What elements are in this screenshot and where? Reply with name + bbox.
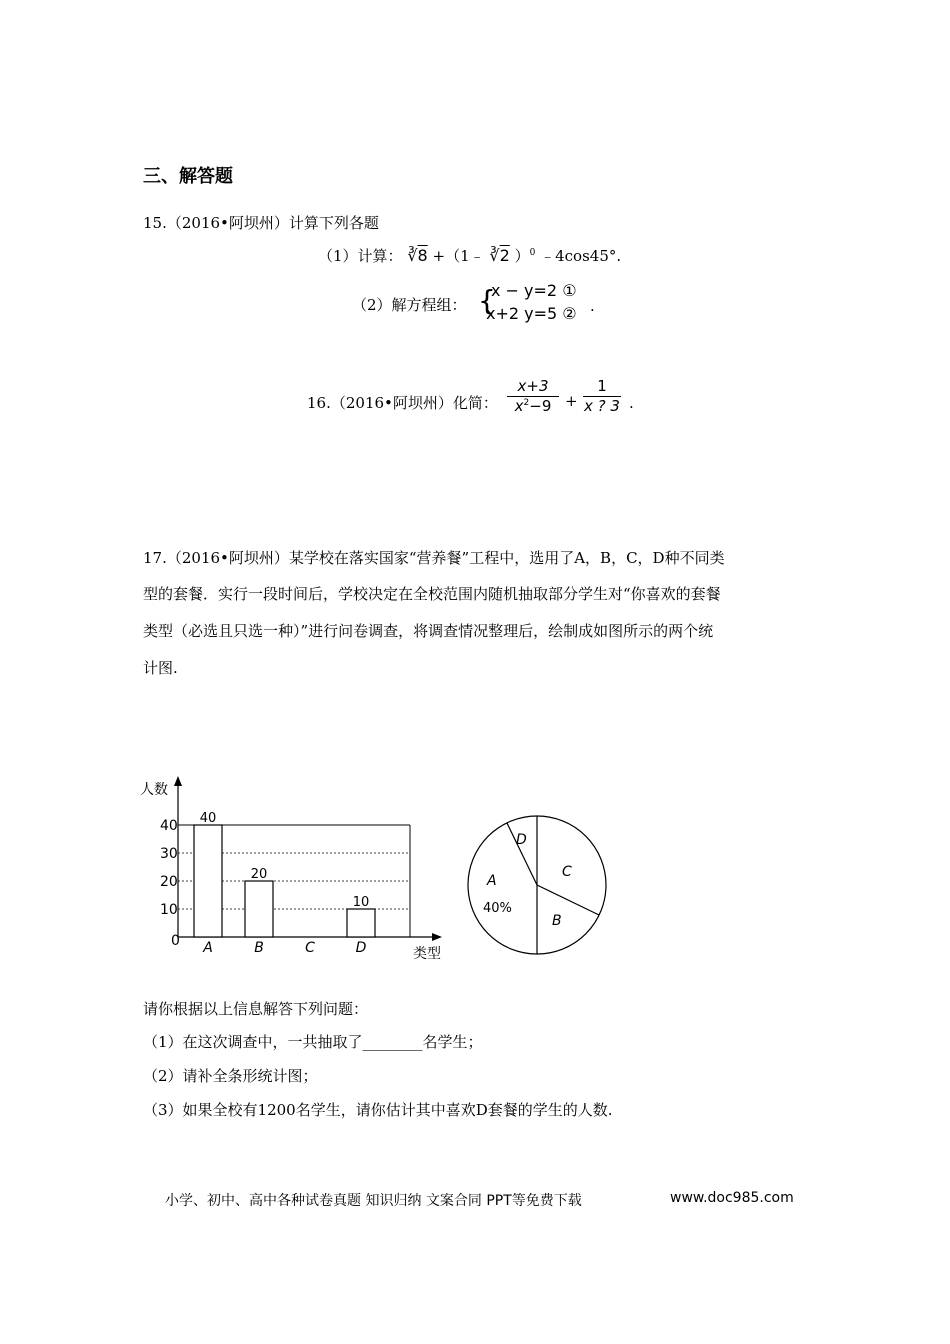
equation-1: x − y=2 ①	[491, 281, 577, 300]
q17-intro: 请你根据以上信息解答下列问题：	[143, 1000, 369, 1018]
pie-chart	[462, 812, 612, 960]
pie-label-c: C	[562, 864, 572, 880]
system-brace: {	[478, 284, 496, 317]
q17-sub-1	[143, 1031, 483, 1052]
bars	[194, 811, 375, 937]
section-title: 三、解答题	[143, 166, 233, 187]
q15-part1-exponent: 0	[529, 248, 536, 258]
x-axis-label: 类型	[413, 946, 441, 962]
y-tick-30: 30	[160, 846, 178, 862]
bar-value-A: 40	[199, 811, 217, 826]
y-tick-20: 20	[160, 874, 178, 890]
x-category-labels	[202, 940, 366, 956]
pie-label-d: D	[516, 832, 527, 848]
q16-plus: +	[565, 392, 578, 410]
bar-B	[245, 881, 273, 937]
equation-2: x+2 y=5 ②	[486, 304, 577, 323]
q15-part2-end: .	[590, 297, 595, 315]
y-tick-0: 0	[171, 933, 180, 949]
q15-part1	[318, 245, 621, 266]
x-category-B: B	[254, 940, 264, 956]
q17-sub-1-tail: 名学生；	[422, 1033, 483, 1051]
q15-part1-label: （1）计算：	[318, 247, 403, 265]
q17-line-3: 类型（必选且只选一种）”进行问卷调查，将调查情况整理后，绘制成如图所示的两个统	[143, 622, 714, 640]
y-tick-40: 40	[160, 818, 178, 834]
y-tick-10: 10	[160, 902, 178, 918]
x-category-C: C	[305, 940, 315, 956]
q16-stem: 16.（2016•阿坝州）化简：	[307, 394, 498, 412]
footer-url[interactable]: www.doc985.com	[670, 1190, 794, 1206]
fraction-2-denominator: x ? 3	[584, 397, 620, 415]
pie-annotation-a: 40%	[483, 901, 512, 916]
q17-line-1: 17.（2016•阿坝州）某学校在落实国家“营养餐”工程中，选用了A，B，C，D种不同类	[143, 549, 725, 567]
q17-sub-3: （3）如果全校有1200名学生，请你估计其中喜欢D套餐的学生的人数.	[143, 1101, 613, 1119]
q15-stem: 15.（2016•阿坝州）计算下列各题	[143, 214, 379, 232]
fraction-2	[583, 377, 621, 415]
answer-blank: ________	[362, 1033, 423, 1051]
q17-line-2: 型的套餐．实行一段时间后，学校决定在全校范围内随机抽取部分学生对“你喜欢的套餐	[143, 585, 721, 603]
y-axis-label: 人数	[140, 782, 168, 798]
q15-part1-end: ﹣4cos45°.	[540, 247, 622, 265]
q17-sub-2: （2）请补全条形统计图；	[143, 1067, 318, 1085]
fraction-2-numerator: 1	[583, 377, 621, 397]
bar-A	[194, 825, 222, 937]
q17-sub-1-text: （1）在这次调查中，一共抽取了	[143, 1033, 363, 1051]
fraction-1-denominator: $x^2-9$	[514, 397, 552, 415]
q16-end: .	[629, 394, 634, 412]
cube-root-2: ∛2	[489, 246, 510, 265]
pie-label-a: A	[487, 873, 497, 889]
q15-part1-plus: +（1﹣	[432, 247, 485, 265]
pie-label-b: B	[552, 913, 562, 929]
x-category-A: A	[203, 940, 213, 956]
footer-text: 小学、初中、高中各种试卷真题 知识归纳 文案合同 PPT等免费下载	[165, 1193, 582, 1209]
bar-D	[347, 909, 375, 937]
fraction-1-numerator: x+3	[507, 377, 559, 397]
cube-root-8: ∛8	[407, 246, 428, 265]
y-axis-arrow-icon	[174, 776, 182, 786]
x-axis-arrow-icon	[432, 933, 442, 941]
fraction-1	[507, 377, 559, 415]
q17-line-4: 计图.	[143, 659, 178, 677]
q15-part2-label: （2）解方程组：	[352, 296, 467, 314]
q15-part1-paren: ）	[514, 247, 530, 265]
bar-value-D: 10	[352, 895, 370, 910]
bar-value-B: 20	[250, 867, 268, 882]
x-category-D: D	[355, 940, 367, 956]
bar-chart	[140, 770, 460, 965]
y-tick-labels	[160, 818, 180, 949]
